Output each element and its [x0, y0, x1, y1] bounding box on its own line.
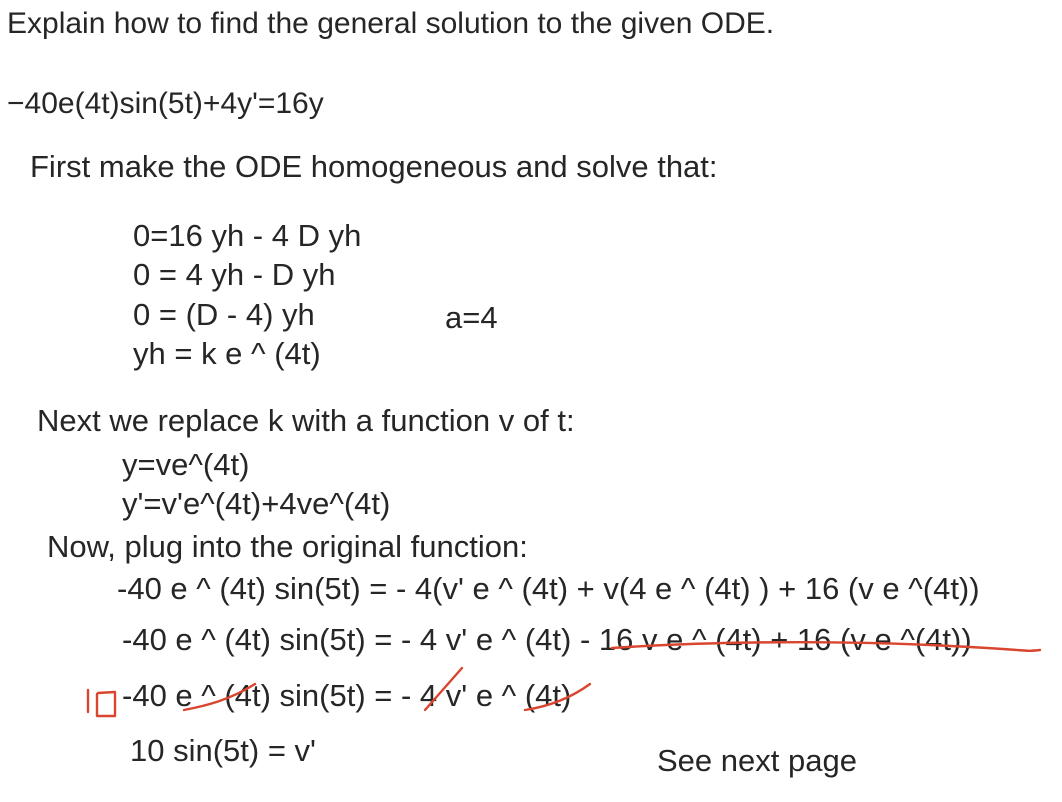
- homogeneous-line-2: 0 = 4 yh - D yh: [133, 257, 336, 292]
- correction-zero-stroke: [97, 692, 115, 716]
- plug-line-1: -40 e ^ (4t) sin(5t) = - 4(v' e ^ (4t) + v(4 e ^ (4t) ) + 16 (v e ^(4t)): [117, 571, 980, 606]
- plug-line-2: -40 e ^ (4t) sin(5t) = - 4 v' e ^ (4t) - 16 v e ^ (4t) + 16 (v e ^(4t)): [122, 622, 972, 657]
- homogeneous-line-1: 0=16 yh - 4 D yh: [133, 218, 362, 253]
- step1-heading: First make the ODE homogeneous and solve that:: [30, 149, 718, 184]
- plug-line-3: -40 e ^ (4t) sin(5t) = - 4 v' e ^ (4t): [122, 678, 572, 713]
- step3-heading: Now, plug into the original function:: [47, 529, 528, 564]
- result-line: 10 sin(5t) = v': [130, 733, 316, 768]
- homogeneous-line-3: 0 = (D - 4) yh: [133, 297, 315, 332]
- footer-note: See next page: [657, 743, 857, 778]
- root-note: a=4: [445, 300, 498, 335]
- substitution-line-1: y=ve^(4t): [122, 447, 250, 482]
- substitution-line-2: y'=v'e^(4t)+4ve^(4t): [122, 486, 391, 521]
- homogeneous-line-4: yh = k e ^ (4t): [133, 336, 321, 371]
- question-equation: −40e(4t)sin(5t)+4y'=16y: [7, 87, 324, 120]
- question-prompt: Explain how to find the general solution to the given ODE.: [7, 7, 775, 40]
- step2-heading: Next we replace k with a function v of t:: [37, 403, 575, 438]
